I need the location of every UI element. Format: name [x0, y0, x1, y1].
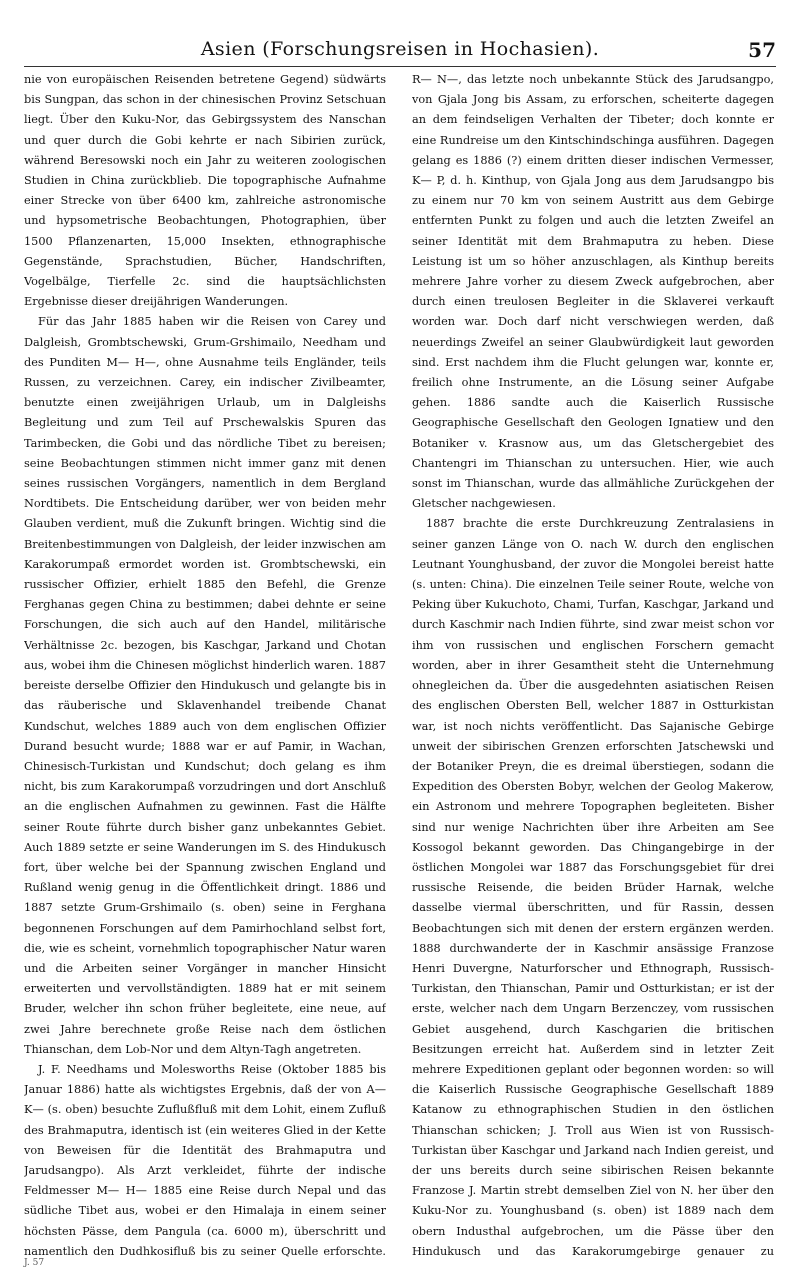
signature-mark: J. 57	[24, 1258, 45, 1268]
paragraph: J. F. Needhams und Molesworths Reise (Oktober 1885 bis Januar 1886) hatte als wichtigstes Ergebnis, daß der von A— K— (s. oben) besuchte Zuflußfluß mit dem Lohit, einem Zufluß des Brahmaputra, identisch ist (ein weiteres Glied in der Kette von Beweisen für die Identität des Brahmaputra und Jarudsangpo). Als Arzt verkleidet, führte der indische Feldmesser M— H— 1885 eine Reise durch Nepal und das südliche Tibet aus, wobei er den Himalaja in einem seiner höchsten Pässe, dem Pangula (ca. 6000 m), überschritt und namentlich den Dudhkosifluß bis zu seiner Quelle erforschte.	[24, 1062, 386, 1258]
left-column	[24, 70, 386, 1260]
right-column	[412, 70, 774, 1260]
header-rule	[24, 66, 776, 67]
paragraph: 1887 brachte die erste Durchkreuzung Zentralasiens in seiner ganzen Länge von O. nach W. durch den englischen Leutnant Younghusband, der zuvor die Mongolei bereist hatte (s. unten: China). Die einzelnen Teile seiner Route, welche von Peking über Kukuchoto, Chami, Turfan, Kaschgar, Jarkand und durch Kaschmir nach Indien führte, sind zwar meist schon vor ihm von russischen und englischen Forschern gemacht worden, aber in ihrer Gesamtheit steht die Unternehmung ohnegleichen da. Über die ausgedehnten asiatischen Reisen des englischen Obersten Bell, welcher 1887 in Ostturkistan war, ist noch nichts veröffentlicht. Das Sajanische Gebirge unweit der sibirischen Grenzen erforschten Jatschewski und der Botaniker Preyn, die es dreimal überstiegen, sodann die Expedition des Obersten Bobyr, welchen der Geolog Makerow, ein Astronom und mehrere Topographen begleiteten. Bisher sind nur wenige Nachrichten über ihre Arbeiten am See Kossogol bekannt geworden. Das Chingangebirge in der östlichen Mongolei war 1887 das Forschungsgebiet für drei russische Reisende, die beiden Brüder Harnak, welche dasselbe viermal überschritten, und für Rassin, dessen Beobachtungen sich mit denen der erstern ergänzen werden. 1888 durchwanderte der in Kaschmir ansässige Franzose Henri Duvergne, Naturforscher und Ethnograph, Russisch-Turkistan, den Thianschan, Pamir und Ostturkistan; er ist der erste, welcher nach dem Ungarn Berzenczey, vom russischen Gebiet ausgehend, durch Kaschgarien die britischen Besitzungen erreicht hat. Außerdem sind in letzter Zeit mehrere Expeditionen geplant oder begonnen worden: so will die Kaiserlich Russische Geographische Gesellschaft 1889 Katanow zu ethnographischen Studien in den östlichen Thianschan schicken; J. Troll aus Wien ist von Russisch-Turkistan über Kaschgar und Jarkand nach Indien gereist, und der uns bereits durch seine sibirischen Reisen bekannte Franzose J. Martin strebt demselben Ziel von N. her über den Kuku-Nor zu. Younghusband (s. oben) ist 1889 nach dem obern Industhal aufgebrochen, um die Pässe über den Hindukusch und das Karakorumgebirge genauer zu	[412, 517, 774, 1258]
page-number: 57	[748, 38, 776, 62]
page-header	[24, 38, 776, 68]
paragraph: nie von europäischen Reisenden betretene Gegend) südwärts bis Sungpan, das schon in der chinesischen Provinz Setschuan liegt. Über den Kuku-Nor, das Gebirgssystem des Nanschan und quer durch die Gobi kehrte er nach Sibirien zurück, während Beresowski noch ein Jahr zu weiteren zoologischen Studien in China zurückblieb. Die topographische Aufnahme einer Strecke von über 6400 km, zahlreiche astronomische und hypsometrische Beobachtungen, Photographien, über 1500 Pflanzenarten, 15,000 Insekten, ethnographische Gegenstände, Sprachstudien, Bücher, Handschriften, Vogelbälge, Tierfelle 2c. sind die hauptsächlichsten Ergebnisse dieser dreijährigen Wanderungen.	[24, 73, 386, 309]
running-title: Asien (Forschungsreisen in Hochasien).	[200, 38, 600, 60]
paragraph: Für das Jahr 1885 haben wir die Reisen von Carey und Dalgleish, Grombtschewski, Grum-Grshimailo, Needham und des Punditen M— H—, ohne Ausnahme teils Engländer, teils Russen, zu verzeichnen. Carey, ein indischer Zivilbeamter, benutzte einen zweijährigen Urlaub, um in Dalgleishs Begleitung und zum Teil auf Prschewalskis Spuren das Tarimbecken, die Gobi und das nördliche Tibet zu bereisen; seine Beobachtungen stimmen nicht immer ganz mit denen seines russischen Vorgängers, namentlich in dem Bergland Nordtibets. Die Entscheidung darüber, wer von beiden mehr Glauben verdient, muß die Zukunft bringen. Wichtig sind die Breitenbestimmungen von Dalgleish, der leider inzwischen am Karakorumpaß ermordet worden ist. Grombtschewski, ein russischer Offizier, erhielt 1885 den Befehl, die Grenze Ferghanas gegen China zu bestimmen; dabei dehnte er seine Forschungen, die sich auch auf den Handel, militärische Verhältnisse 2c. bezogen, bis Kaschgar, Jarkand und Chotan aus, wobei ihm die Chinesen möglichst hinderlich waren. 1887 bereiste derselbe Offizier den Hindukusch und gelangte bis in das räuberische und Sklavenhandel treibende Chanat Kundschut, welches 1889 auch von dem englischen Offizier Durand besucht wurde; 1888 war er auf Pamir, in Wachan, Chinesisch-Turkistan und Kundschut; doch gelang es ihm nicht, bis zum Karakorumpaß vorzudringen und dort Anschluß an die englischen Aufnahmen zu gewinnen. Fast die Hälfte seiner Route führte durch bisher ganz unbekanntes Gebiet. Auch 1889 setzte er seine Wanderungen im S. des Hindukusch fort, über welche bei der Spannung zwischen England und Rußland wenig genug in die Öffentlichkeit dringt. 1886 und 1887 setzte Grum-Grshimailo (s. oben) seine in Ferghana begonnenen Forschungen auf dem Pamirhochland selbst fort, die, wie es scheint, vornehmlich topographischer Natur waren und die Arbeiten seiner Vorgänger in mancher Hinsicht erweiterten und vervollständigten. 1889 hat er mit seinem Bruder, welcher ihn schon früher begleitete, eine neue, auf zwei Jahre berechnete große Reise nach dem östlichen Thianschan, dem Lob-Nor und dem Altyn-Tagh angetreten.	[24, 315, 386, 1056]
paragraph: R— N—, das letzte noch unbekannte Stück des Jarudsangpo, von Gjala Jong bis Assam, zu erforschen, scheiterte dagegen an dem feindseligen Verhalten der Tibeter; doch konnte er eine Rundreise um den Kintschindschinga ausführen. Dagegen gelang es 1886 (?) einem dritten dieser indischen Vermesser, K— P, d. h. Kinthup, von Gjala Jong aus dem Jarudsangpo bis zu einem nur 70 km von seinem Austritt aus dem Gebirge entfernten Punkt zu folgen und auch die letzten Zweifel an seiner Identität mit dem Brahmaputra zu heben. Diese Leistung ist um so höher anzuschlagen, als Kinthup bereits mehrere Jahre vorher zu diesem Zweck aufgebrochen, aber durch einen treulosen Begleiter in die Sklaverei verkauft worden war. Doch darf nicht verschwiegen werden, daß neuerdings Zweifel an seiner Glaubwürdigkeit laut geworden sind. Erst nachdem ihm die Flucht gelungen war, konnte er, freilich ohne Instrumente, an die Lösung seiner Aufgabe gehen. 1886 sandte auch die Kaiserlich Russische Geographische Gesellschaft den Geologen Ignatiew und den Botaniker v. Krasnow aus, um das Gletschergebiet des Chantengri im Thianschan zu untersuchen. Hier, wie auch sonst im Thianschan, wurde das allmähliche Zurückgehen der Gletscher nachgewiesen.	[412, 73, 774, 511]
